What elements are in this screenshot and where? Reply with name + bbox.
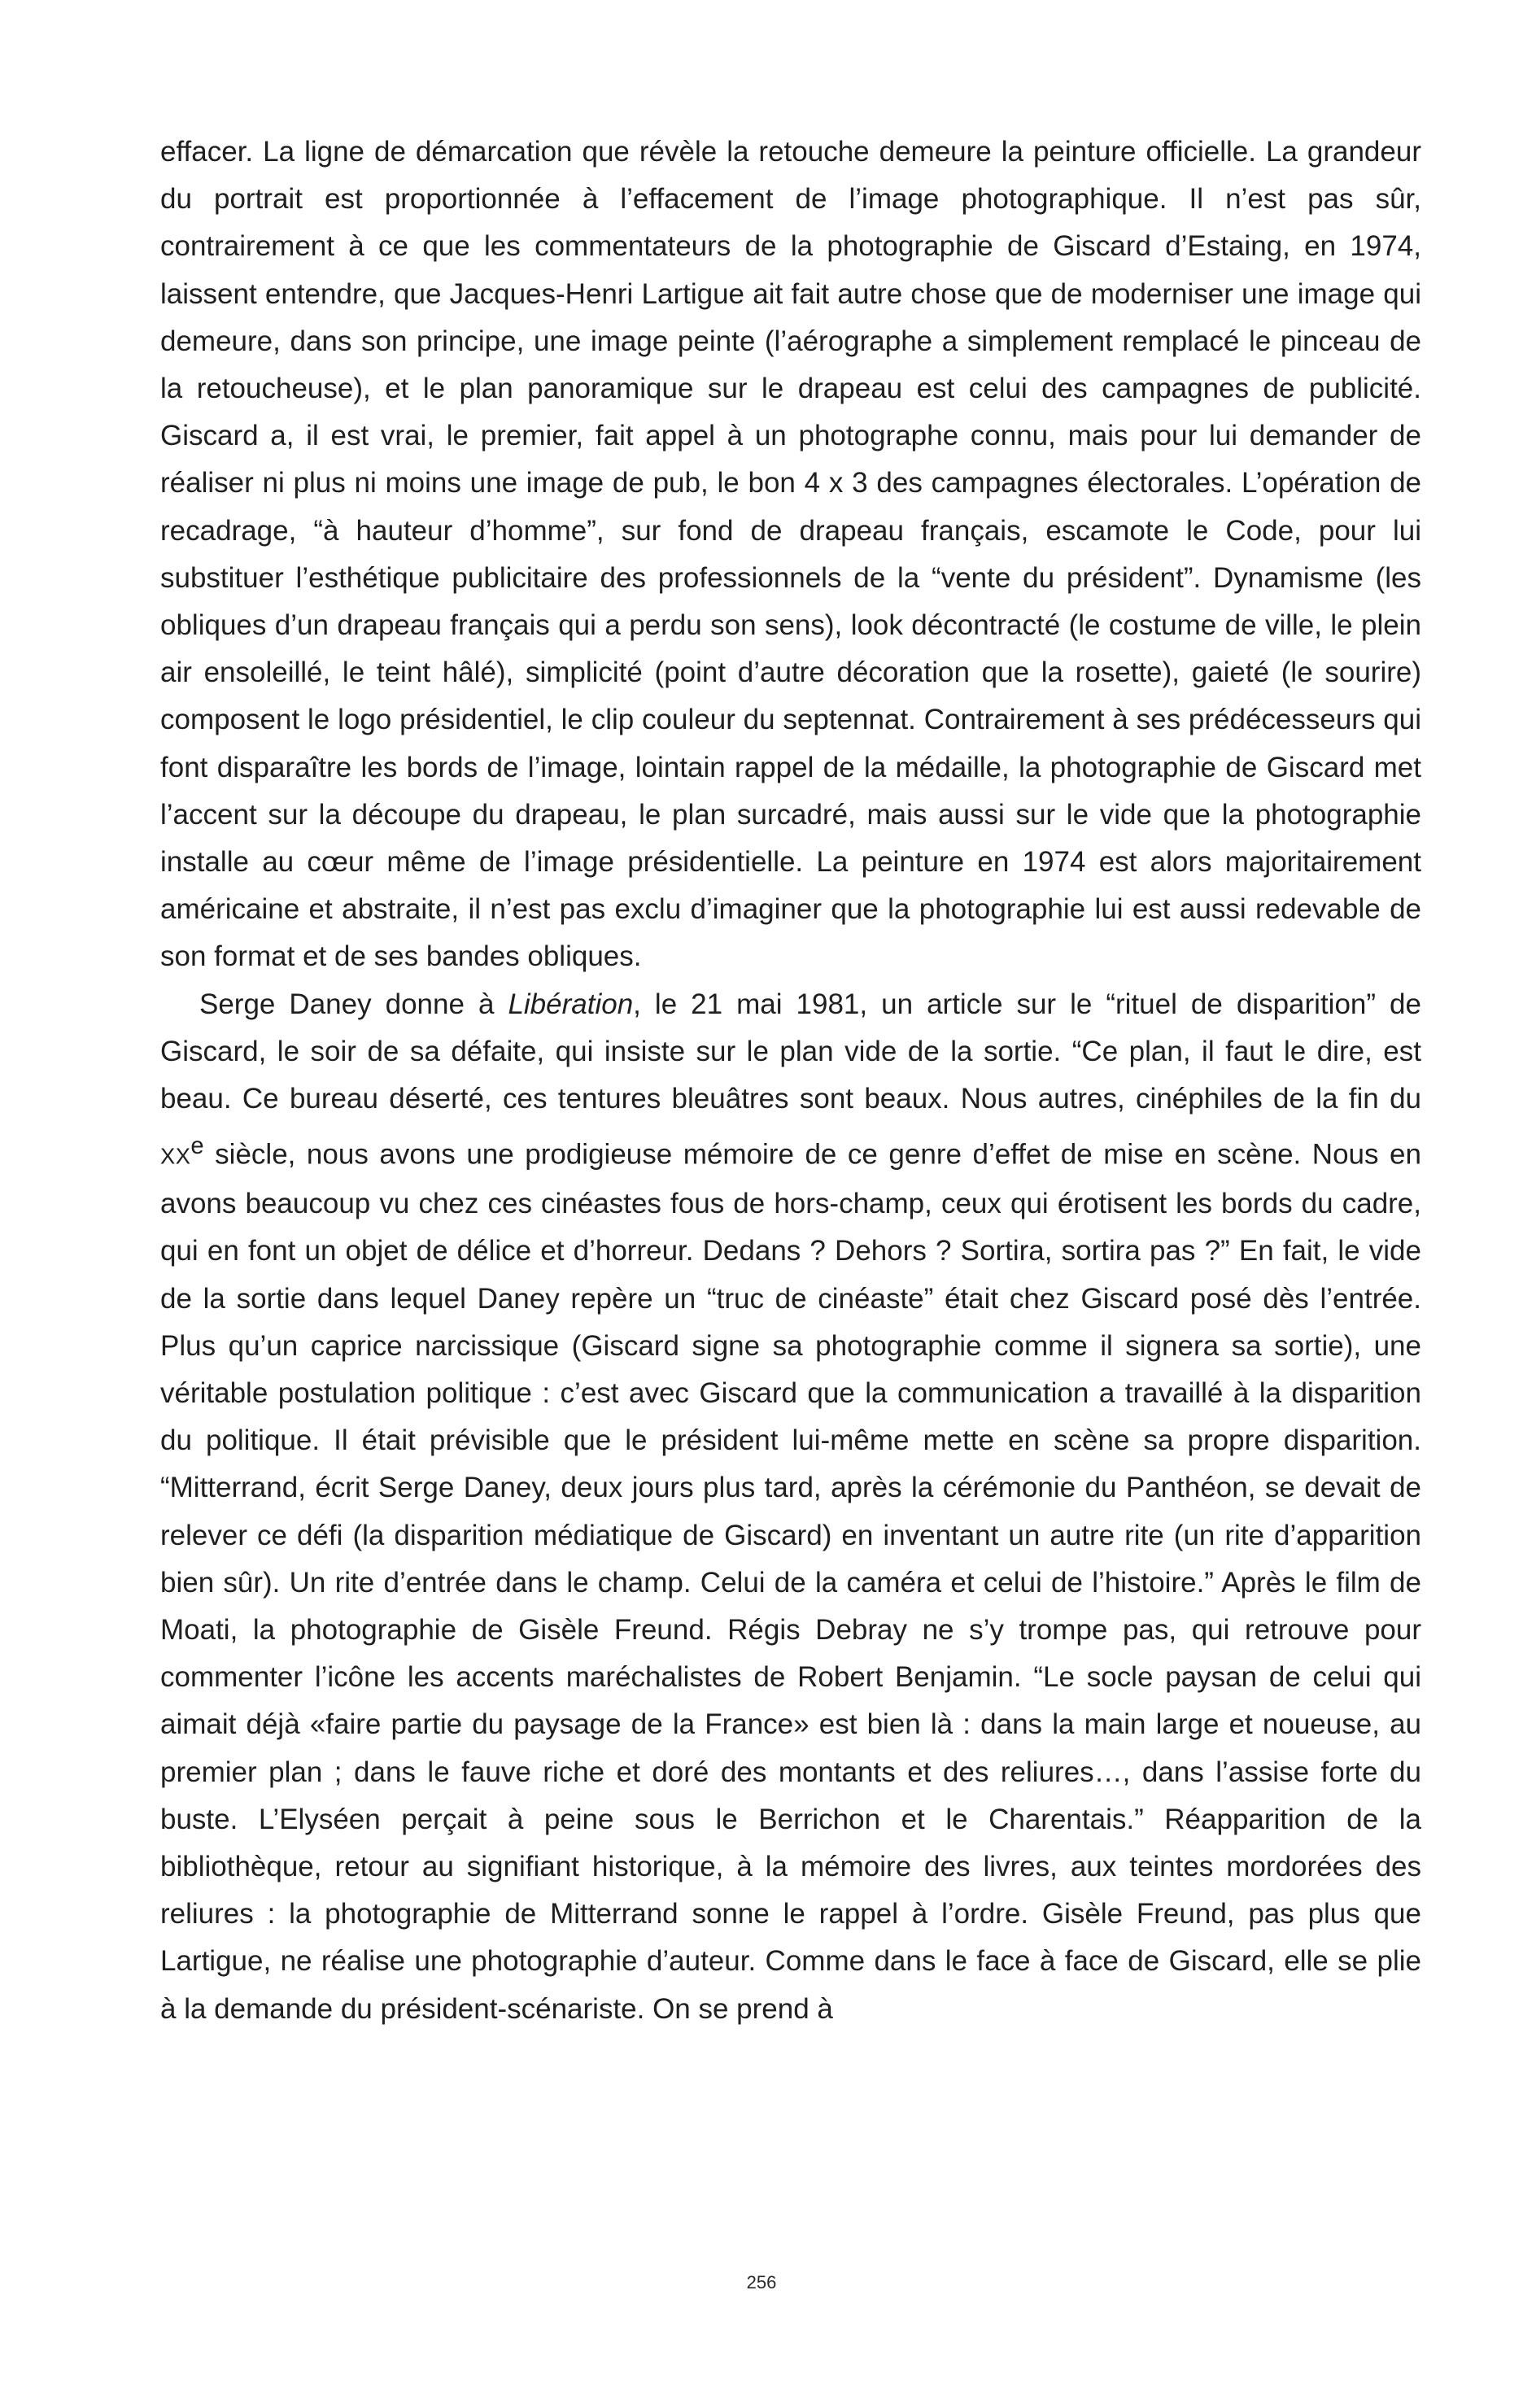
text-run: , le 21 mai 1981, un article sur le “rituel de disparition” de Giscard, le soir de sa défaite, qui insiste sur le plan vide de la sortie. “Ce plan, il faut le dire, est beau. Ce bureau déserté, ces tentures bleuâtres sont beaux. Nous autres, cinéphiles de la fin du: [160, 988, 1421, 1115]
text-run: e: [190, 1133, 204, 1160]
text-run: XX: [160, 1143, 191, 1169]
paragraph: [160, 129, 1421, 981]
text-run: Serge Daney donne à: [199, 988, 508, 1020]
body-text: [160, 129, 1421, 2033]
page-number: 256: [746, 2272, 777, 2292]
text-run: siècle, nous avons une prodigieuse mémoire de ce genre d’effet de mise en scène. Nous en avons beaucoup vu chez ces cinéastes fous de hors-champ, ceux qui érotisent les bords du cadre, qui en font un objet de délice et d’horreur. Dedans ? Dehors ? Sortira, sortira pas ?” En fait, le vide de la sortie dans lequel Daney repère un “truc de cinéaste” était chez Giscard posé dès l’entrée. Plus qu’un caprice narcissique (Giscard signe sa photographie comme il signera sa sortie), une véritable postulation politique : c’est avec Giscard que la communication a travaillé à la disparition du politique. Il était prévisible que le président lui-même mette en scène sa propre disparition. “Mitterrand, écrit Serge Daney, deux jours plus tard, après la cérémonie du Panthéon, se devait de relever ce défi (la disparition médiatique de Giscard) en inventant un autre rite (un rite d’apparition bien sûr). Un rite d’entrée dans le champ. Celui de la caméra et celui de l’histoire.” Après le film de Moati, la photographie de Gisèle Freund. Régis Debray ne s’y trompe pas, qui retrouve pour commenter l’icône les accents maréchalistes de Robert Benjamin. “Le socle paysan de celui qui aimait déjà «faire partie du paysage de la France» est bien là : dans la main large et noueuse, au premier plan ; dans le fauve riche et doré des montants et des reliures…, dans l’assise forte du buste. L’Elyséen perçait à peine sous le Berrichon et le Charentais.” Réapparition de la bibliothèque, retour au signifiant historique, à la mémoire des livres, aux teintes mordorées des reliures : la photographie de Mitterrand sonne le rappel à l’ordre. Gisèle Freund, pas plus que Lartigue, ne réalise une photographie d’auteur. Comme dans le face à face de Giscard, elle se plie à la demande du président-scénariste. On se prend à: [160, 1138, 1421, 2025]
paragraph: [160, 981, 1421, 2033]
text-run: Libération: [508, 988, 634, 1020]
text-run: effacer. La ligne de démarcation que révèle la retouche demeure la peinture officielle. La grandeur du portrait est proportionnée à l’effacement de l’image photographique. Il n’est pas sûr, contrairement à ce que les commentateurs de la photographie de Giscard d’Estaing, en 1974, laissent entendre, que Jacques-Henri Lartigue ait fait autre chose que de moderniser une image qui demeure, dans son principe, une image peinte (l’aérographe a simplement remplacé le pinceau de la retoucheuse), et le plan panoramique sur le drapeau est celui des campagnes de publicité. Giscard a, il est vrai, le premier, fait appel à un photographe connu, mais pour lui demander de réaliser ni plus ni moins une image de pub, le bon 4 x 3 des campagnes électorales. L’opération de recadrage, “à hauteur d’homme”, sur fond de drapeau français, escamote le Code, pour lui substituer l’esthétique publicitaire des professionnels de la “vente du président”. Dynamisme (les obliques d’un drapeau français qui a perdu son sens), look décontracté (le costume de ville, le plein air ensoleillé, le teint hâlé), simplicité (point d’autre décoration que la rosette), gaieté (le sourire) composent le logo présidentiel, le clip couleur du septennat. Contrairement à ses prédécesseurs qui font disparaître les bords de l’image, lointain rappel de la médaille, la photographie de Giscard met l’accent sur la découpe du drapeau, le plan surcadré, mais aussi sur le vide que la photographie installe au cœur même de l’image présidentielle. La peinture en 1974 est alors majoritairement américaine et abstraite, il n’est pas exclu d’imaginer que la photographie lui est aussi redevable de son format et de ses bandes obliques.: [160, 136, 1421, 973]
